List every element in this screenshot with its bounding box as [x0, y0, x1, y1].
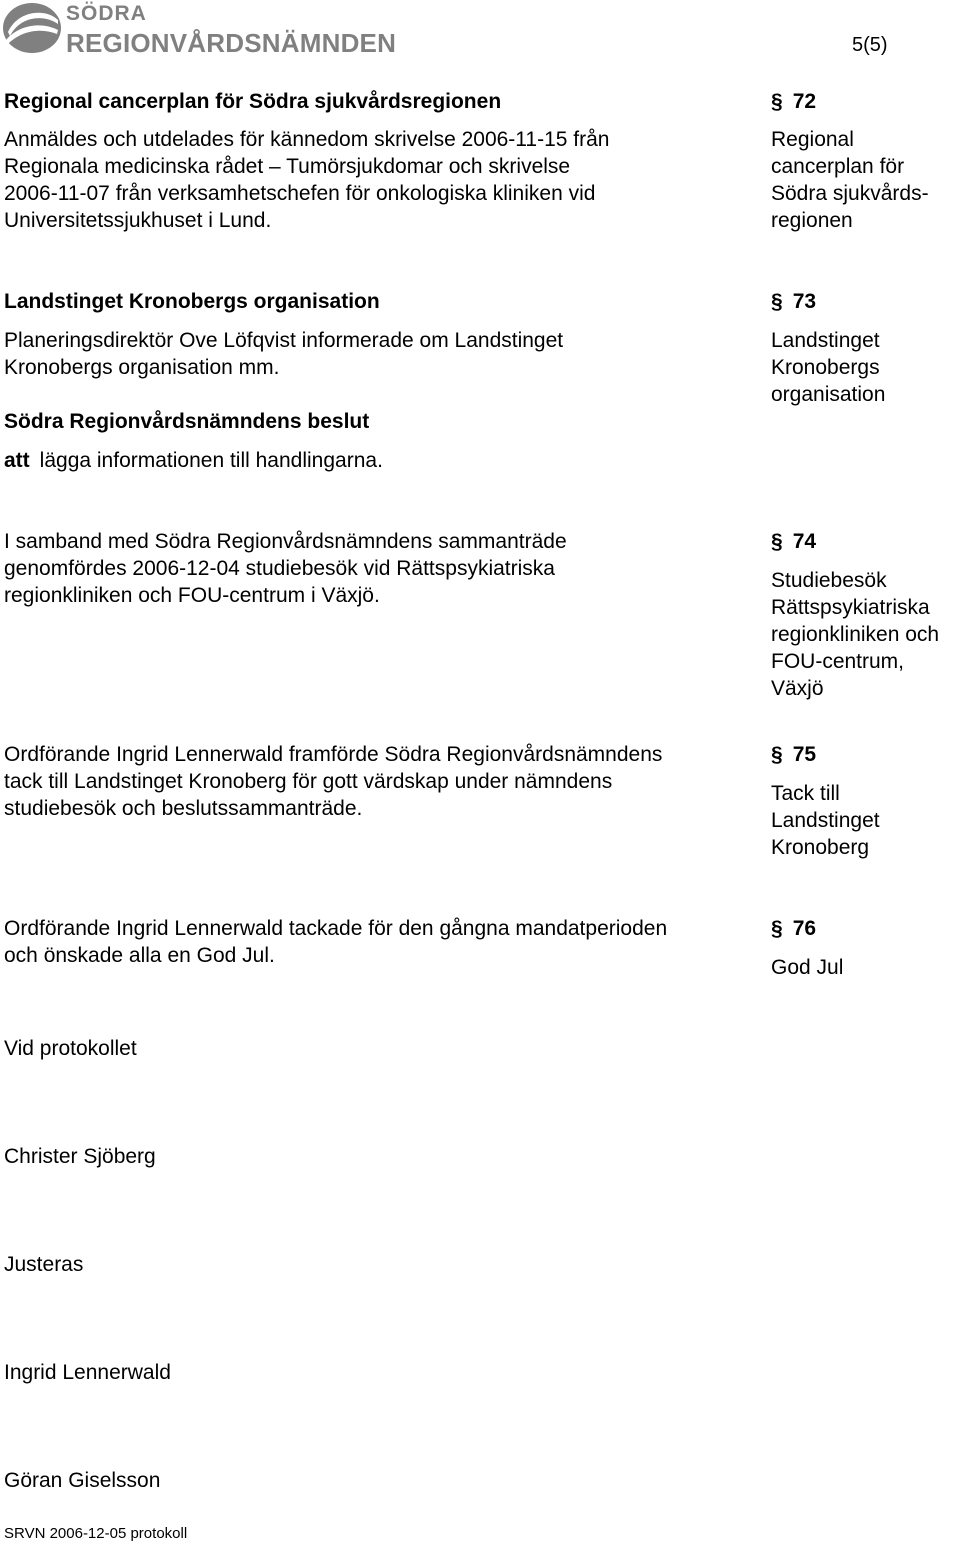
- side-title-line: FOU-centrum,: [771, 650, 905, 673]
- side-title-line: Rättspsykiatriska: [771, 596, 930, 619]
- side-title-line: Tack till: [771, 782, 840, 805]
- body-line: Regionala medicinska rådet – Tumörsjukdomar och skrivelse: [4, 155, 571, 178]
- section-73-number: [771, 288, 816, 315]
- logo-text-main: REGIONVÅRDSNÄMNDEN: [66, 28, 397, 58]
- body-line: Planeringsdirektör Ove Löfqvist informerade om Landstinget: [4, 329, 564, 352]
- body-line: tack till Landstinget Kronoberg för gott värdskap under nämndens: [4, 770, 613, 793]
- verifier-name: Göran Giselsson: [4, 1469, 161, 1492]
- side-title-line: Regional: [771, 128, 854, 151]
- section-76-body: [4, 915, 667, 969]
- body-line: studiebesök och beslutssammanträde.: [4, 797, 363, 820]
- section-73-body: [4, 327, 563, 381]
- body-line: genomfördes 2006-12-04 studiebesök vid Rättspsykiatriska: [4, 557, 555, 580]
- section-72-body: [4, 126, 609, 234]
- body-line: regionkliniken och FOU-centrum i Växjö.: [4, 584, 380, 607]
- logo-text-top: SÖDRA: [66, 2, 147, 25]
- decision-line: [4, 447, 383, 474]
- section-number: 76: [792, 917, 817, 940]
- protocol-label: Vid protokollet: [4, 1037, 137, 1060]
- decision-text: lägga informationen till handlingarna.: [39, 449, 383, 472]
- logo-emblem-icon: [2, 2, 62, 54]
- footer-text: SRVN 2006-12-05 protokoll: [4, 1525, 188, 1542]
- decision-att: att: [4, 449, 30, 472]
- section-72-title: Regional cancerplan för Södra sjukvårdsregionen: [4, 90, 502, 113]
- section-73-side-title: [771, 327, 885, 408]
- secretary-name: Christer Sjöberg: [4, 1145, 156, 1168]
- chair-name: Ingrid Lennerwald: [4, 1361, 171, 1384]
- verified-label: Justeras: [4, 1253, 84, 1276]
- section-74-number: [771, 528, 816, 555]
- section-75-side-title: [771, 780, 880, 861]
- side-title-line: regionen: [771, 209, 853, 232]
- body-line: Universitetssjukhuset i Lund.: [4, 209, 272, 232]
- body-line: Anmäldes och utdelades för kännedom skrivelse 2006-11-15 från: [4, 128, 610, 151]
- section-symbol: §: [771, 743, 783, 766]
- section-symbol: §: [771, 917, 783, 940]
- section-73-title: Landstinget Kronobergs organisation: [4, 290, 380, 313]
- body-line: Kronobergs organisation mm.: [4, 356, 280, 379]
- section-number: 72: [792, 90, 817, 113]
- side-title-line: regionkliniken och: [771, 623, 940, 646]
- section-symbol: §: [771, 90, 783, 113]
- side-title-line: Kronoberg: [771, 836, 870, 859]
- side-title-line: Studiebesök: [771, 569, 887, 592]
- section-76-number: [771, 915, 816, 942]
- section-75-body: [4, 741, 662, 822]
- side-title-line: Södra sjukvårds-: [771, 182, 929, 205]
- section-74-body: [4, 528, 567, 609]
- page-number: 5(5): [852, 34, 888, 56]
- section-number: 75: [792, 743, 817, 766]
- section-symbol: §: [771, 290, 783, 313]
- side-title-line: organisation: [771, 383, 886, 406]
- body-line: och önskade alla en God Jul.: [4, 944, 275, 967]
- section-number: 74: [792, 530, 817, 553]
- side-title-line: cancerplan för: [771, 155, 905, 178]
- side-title-line: God Jul: [771, 956, 844, 979]
- section-75-number: [771, 741, 816, 768]
- body-line: Ordförande Ingrid Lennerwald framförde Södra Regionvårdsnämndens: [4, 743, 663, 766]
- side-title-line: Landstinget: [771, 329, 880, 352]
- body-line: I samband med Södra Regionvårdsnämndens sammanträde: [4, 530, 567, 553]
- logo: [0, 0, 400, 60]
- section-72-side-title: [771, 126, 929, 234]
- side-title-line: Landstinget: [771, 809, 880, 832]
- body-line: Ordförande Ingrid Lennerwald tackade för den gångna mandatperioden: [4, 917, 668, 940]
- section-74-side-title: [771, 567, 939, 702]
- section-symbol: §: [771, 530, 783, 553]
- body-line: 2006-11-07 från verksamhetschefen för onkologiska kliniken vid: [4, 182, 596, 205]
- section-number: 73: [792, 290, 817, 313]
- side-title-line: Växjö: [771, 677, 824, 700]
- decision-heading: Södra Regionvårdsnämndens beslut: [4, 410, 370, 433]
- section-76-side-title: [771, 954, 843, 981]
- side-title-line: Kronobergs: [771, 356, 880, 379]
- section-72-number: [771, 88, 816, 115]
